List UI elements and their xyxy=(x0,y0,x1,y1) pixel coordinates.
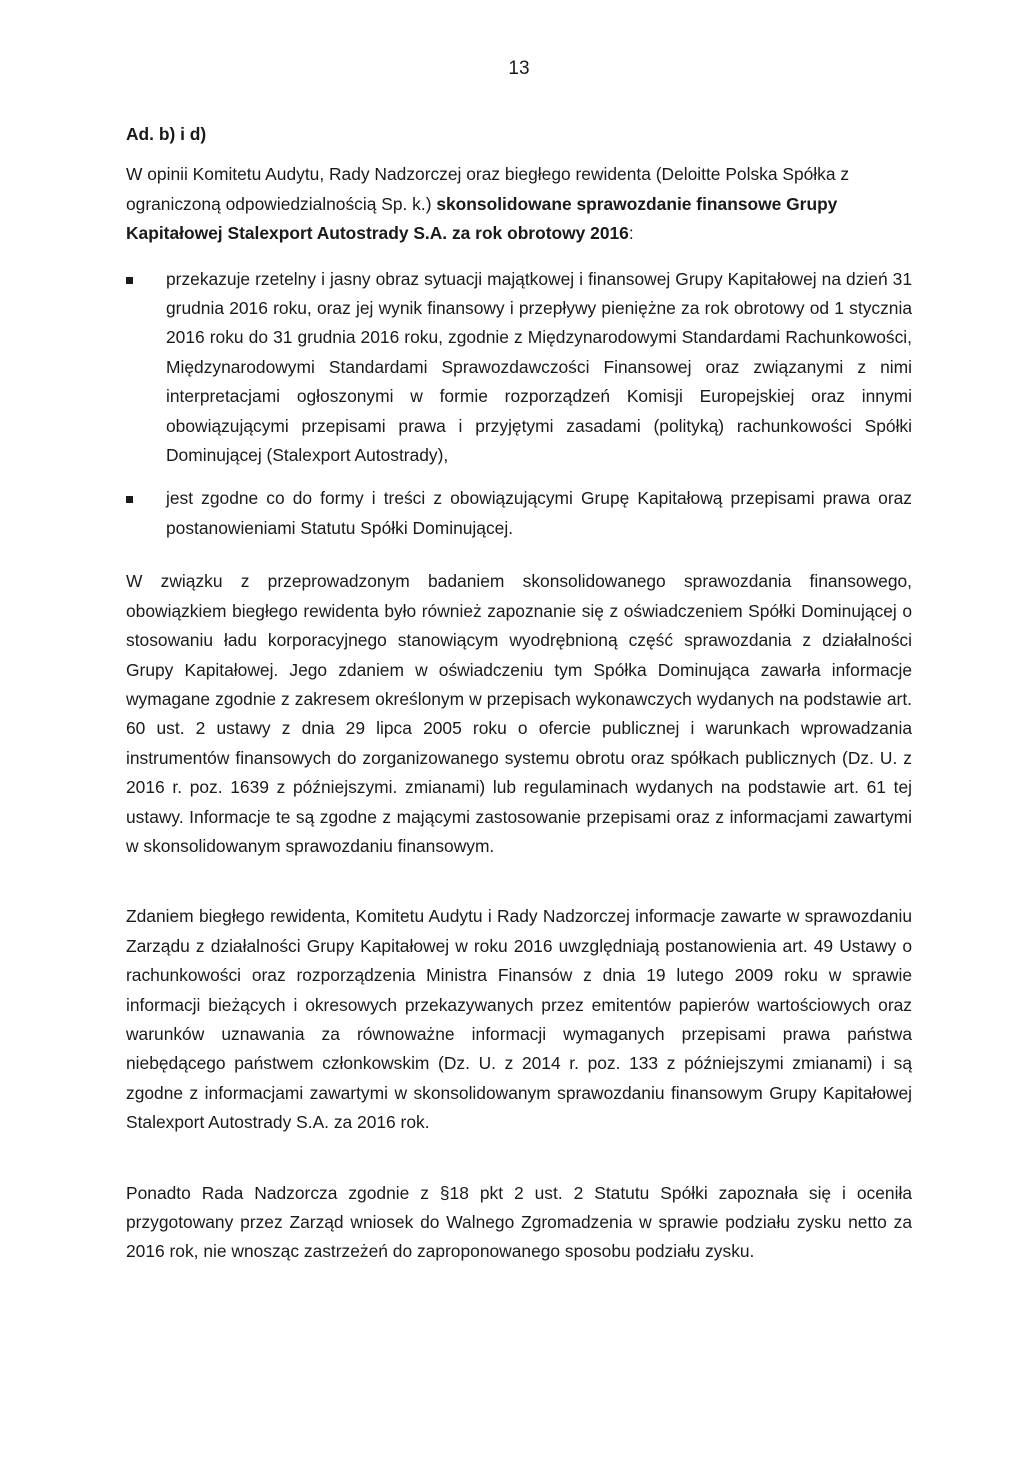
intro-paragraph xyxy=(126,160,912,248)
bullet-item xyxy=(126,484,912,543)
square-bullet-icon xyxy=(126,277,133,284)
section-heading: Ad. b) i d) xyxy=(126,124,207,144)
document-body xyxy=(126,120,912,1267)
intro-colon: : xyxy=(628,223,634,244)
intro-bold-text: skonsolidowane sprawozdanie finansowe Grupy Kapitałowej Stalexport Autostrady S.A. za rok obrotowy 2016 xyxy=(126,193,838,244)
opinion-bullet-list xyxy=(126,265,912,544)
bullet-text: przekazuje rzetelny i jasny obraz sytuacji majątkowej i finansowej Grupy Kapitałowej na dzień 31 grudnia 2016 roku, oraz jej wynik finansowy i przepływy pieniężne za rok obrotowy od 1 stycznia 2016 roku do 31 grudnia 2016 roku, zgodnie z Międzynarodowymi Standardami Rachunkowości, Międzynarodowymi Standardami Sprawozdawczości Finansowej oraz związanymi z nimi interpretacjami ogłoszonymi w formie rozporządzeń Komisji Europejskiej oraz innymi obowiązującymi przepisami prawa i przyjętymi zasadami (polityką) rachunkowości Spółki Dominującej (Stalexport Autostrady), xyxy=(166,268,912,466)
profit-distribution-paragraph: Ponadto Rada Nadzorcza zgodnie z §18 pkt 2 ust. 2 Statutu Spółki zapoznała się i oceniła przygotowany przez Zarząd wniosek do Walnego Zgromadzenia w sprawie podziału zysku netto za 2016 rok, nie wnosząc zastrzeżeń do zaproponowanego sposobu podziału zysku. xyxy=(126,1182,912,1262)
bullet-item xyxy=(126,265,912,471)
governance-statement-paragraph: W związku z przeprowadzonym badaniem skonsolidowanego sprawozdania finansowego, obowiązkiem biegłego rewidenta było również zapoznanie się z oświadczeniem Spółki Dominującej o stosowaniu ładu korporacyjnego stanowiącym wyodrębnioną część sprawozdania z działalności Grupy Kapitałowej. Jego zdaniem w oświadczeniu tym Spółka Dominująca zawarła informacje wymagane zgodnie z zakresem określonym w przepisach wykonawczych wydanych na podstawie art. 60 ust. 2 ustawy z dnia 29 lipca 2005 roku o ofercie publicznej i warunkach wprowadzania instrumentów finansowych do zorganizowanego systemu obrotu oraz spółkach publicznych (Dz. U. z 2016 r. poz. 1639 z późniejszymi. zmianami) lub regulaminach wydanych na podstawie art. 61 tej ustawy. Informacje te są zgodne z mającymi zastosowanie przepisami oraz z informacjami zawartymi w skonsolidowanym sprawozdaniu finansowym. xyxy=(126,571,912,856)
management-report-paragraph: Zdaniem biegłego rewidenta, Komitetu Audytu i Rady Nadzorczej informacje zawarte w sprawozdaniu Zarządu z działalności Grupy Kapitałowej w roku 2016 uwzględniają postanowienia art. 49 Ustawy o rachunkowości oraz rozporządzenia Ministra Finansów z dnia 19 lutego 2009 roku w sprawie informacji bieżących i okresowych przekazywanych przez emitentów papierów wartościowych oraz warunków uznawania za równoważne informacji wymaganych przepisami prawa państwa niebędącego państwem członkowskim (Dz. U. z 2014 r. poz. 133 z późniejszymi zmianami) i są zgodne z informacjami zawartymi w skonsolidowanym sprawozdaniu finansowym Grupy Kapitałowej Stalexport Autostrady S.A. za 2016 rok. xyxy=(126,906,912,1133)
intro-text: W opinii Komitetu Audytu, Rady Nadzorczej oraz biegłego rewidenta (Deloitte Polska Spółka z ograniczoną odpowiedzialnością Sp. k.) xyxy=(126,164,850,214)
square-bullet-icon xyxy=(126,496,133,503)
page-number: 13 xyxy=(508,58,530,79)
bullet-text: jest zgodne co do formy i treści z obowiązującymi Grupę Kapitałową przepisami prawa oraz postanowieniami Statutu Spółki Dominującej. xyxy=(166,488,912,538)
